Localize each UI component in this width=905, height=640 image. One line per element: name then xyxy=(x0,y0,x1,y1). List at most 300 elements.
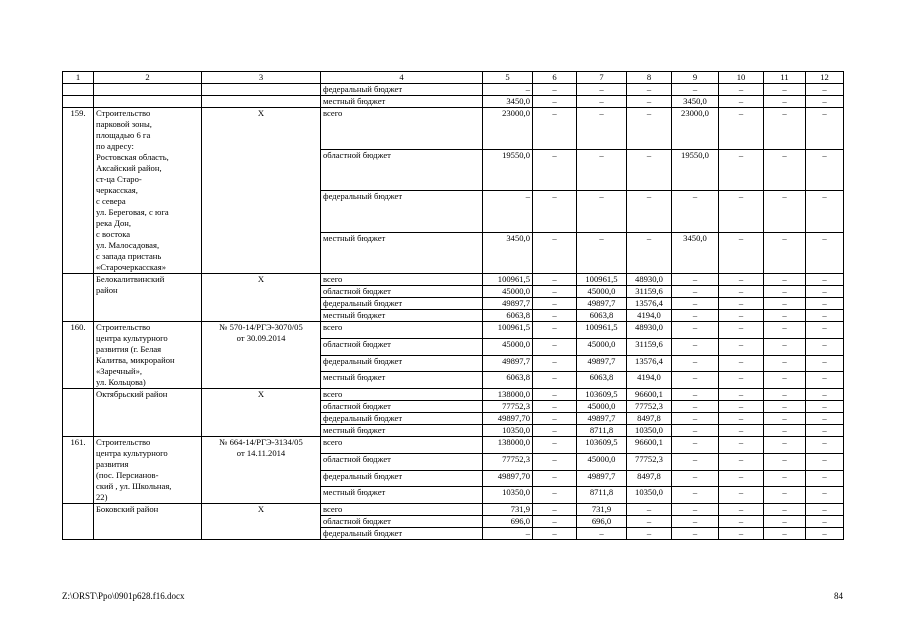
value-cell: – xyxy=(806,310,844,322)
cell-line: развития (г. Белая xyxy=(96,344,162,354)
value-cell: – xyxy=(719,108,764,150)
value-cell: – xyxy=(672,425,719,437)
value-cell: – xyxy=(533,322,577,339)
value-cell: 45000,0 xyxy=(577,401,627,413)
source-label: областной бюджет xyxy=(321,149,483,191)
cell-line: Строительство xyxy=(96,108,151,118)
value-cell: – xyxy=(806,338,844,355)
value-cell: – xyxy=(806,504,844,516)
value-cell: 3450,0 xyxy=(672,232,719,274)
value-cell: – xyxy=(719,470,764,487)
value-cell: – xyxy=(672,487,719,504)
source-label: всего xyxy=(321,437,483,454)
value-cell: 23000,0 xyxy=(672,108,719,150)
cell-line: развития xyxy=(96,459,129,469)
source-label: областной бюджет xyxy=(321,401,483,413)
value-cell: – xyxy=(672,286,719,298)
cell-line: с запада пристань xyxy=(96,251,162,261)
value-cell: – xyxy=(806,437,844,454)
value-cell: – xyxy=(764,84,806,96)
value-cell: – xyxy=(672,516,719,528)
value-cell: – xyxy=(806,274,844,286)
value-cell: – xyxy=(533,274,577,286)
item-number xyxy=(63,504,94,540)
approval-doc: Х xyxy=(202,389,321,437)
object-name xyxy=(94,108,202,274)
value-cell: – xyxy=(719,389,764,401)
value-cell: – xyxy=(806,355,844,372)
value-cell: – xyxy=(719,274,764,286)
value-cell: 49897,7 xyxy=(577,470,627,487)
value-cell: 6063,8 xyxy=(483,372,533,389)
value-cell: 3450,0 xyxy=(483,232,533,274)
value-cell: – xyxy=(627,96,672,108)
cell-line: (пос. Персианов- xyxy=(96,470,159,480)
value-cell: – xyxy=(764,108,806,150)
value-cell: 49897,7 xyxy=(577,355,627,372)
source-label: всего xyxy=(321,389,483,401)
value-cell: – xyxy=(764,310,806,322)
cell-line: № 664-14/РГЭ-3134/05 xyxy=(219,437,303,447)
value-cell: – xyxy=(533,310,577,322)
value-cell: 13576,4 xyxy=(627,355,672,372)
cell-line: по адресу: xyxy=(96,141,134,151)
cell-line: черкасская, xyxy=(96,185,138,195)
value-cell: – xyxy=(719,322,764,339)
value-cell: – xyxy=(764,96,806,108)
value-cell: 96600,1 xyxy=(627,437,672,454)
value-cell: – xyxy=(627,191,672,233)
value-cell: 6063,8 xyxy=(577,310,627,322)
column-header: 3 xyxy=(202,72,321,84)
value-cell: 49897,7 xyxy=(483,298,533,310)
value-cell: – xyxy=(533,191,577,233)
column-header: 7 xyxy=(577,72,627,84)
value-cell: 8711,8 xyxy=(577,425,627,437)
value-cell: – xyxy=(672,298,719,310)
source-label: местный бюджет xyxy=(321,232,483,274)
source-label: местный бюджет xyxy=(321,310,483,322)
empty-cell xyxy=(94,84,202,96)
value-cell: – xyxy=(764,453,806,470)
value-cell: – xyxy=(672,437,719,454)
value-cell: – xyxy=(672,413,719,425)
cell-line: «Заречный», xyxy=(96,366,143,376)
source-label: федеральный бюджет xyxy=(321,470,483,487)
value-cell: 13576,4 xyxy=(627,298,672,310)
approval-doc: Х xyxy=(202,504,321,540)
value-cell: – xyxy=(806,232,844,274)
value-cell: 138000,0 xyxy=(483,389,533,401)
source-label: областной бюджет xyxy=(321,286,483,298)
cell-line: 22) xyxy=(96,492,108,502)
value-cell: – xyxy=(672,338,719,355)
value-cell: – xyxy=(764,286,806,298)
budget-table xyxy=(62,71,844,540)
cell-line: ский , ул. Школьная, xyxy=(96,481,172,491)
table-row xyxy=(63,322,844,339)
item-number xyxy=(63,389,94,437)
item-number xyxy=(63,274,94,322)
value-cell: – xyxy=(719,84,764,96)
value-cell: – xyxy=(577,191,627,233)
value-cell: – xyxy=(577,149,627,191)
cell-line: район xyxy=(96,285,118,295)
source-label: всего xyxy=(321,322,483,339)
value-cell: 138000,0 xyxy=(483,437,533,454)
cell-line: ул. Малосадовая, xyxy=(96,240,160,250)
source-label: федеральный бюджет xyxy=(321,413,483,425)
value-cell: – xyxy=(806,453,844,470)
value-cell: – xyxy=(577,528,627,540)
value-cell: 3450,0 xyxy=(483,96,533,108)
value-cell: – xyxy=(719,310,764,322)
column-header: 10 xyxy=(719,72,764,84)
value-cell: – xyxy=(806,413,844,425)
value-cell: – xyxy=(719,191,764,233)
value-cell: – xyxy=(764,528,806,540)
source-label: федеральный бюджет xyxy=(321,191,483,233)
value-cell: – xyxy=(764,191,806,233)
value-cell: 3450,0 xyxy=(672,96,719,108)
cell-line: Строительство xyxy=(96,437,151,447)
value-cell: – xyxy=(577,232,627,274)
value-cell: 10350,0 xyxy=(627,425,672,437)
object-name xyxy=(94,274,202,322)
value-cell: – xyxy=(533,84,577,96)
column-header: 8 xyxy=(627,72,672,84)
value-cell: – xyxy=(533,232,577,274)
value-cell: 8497,8 xyxy=(627,413,672,425)
value-cell: – xyxy=(719,355,764,372)
value-cell: 49897,7 xyxy=(483,355,533,372)
source-label: областной бюджет xyxy=(321,453,483,470)
value-cell: – xyxy=(672,389,719,401)
value-cell: – xyxy=(672,470,719,487)
value-cell: 8497,8 xyxy=(627,470,672,487)
footer-file-path: Z:\ORST\Ppo\0901p628.f16.docx xyxy=(62,591,185,601)
cell-line: Калитва, микрорайон xyxy=(96,355,175,365)
value-cell: – xyxy=(719,338,764,355)
empty-cell xyxy=(94,96,202,108)
value-cell: 48930,0 xyxy=(627,274,672,286)
value-cell: – xyxy=(533,149,577,191)
value-cell: – xyxy=(806,108,844,150)
value-cell: – xyxy=(764,274,806,286)
cell-line: № 570-14/РГЭ-3070/05 xyxy=(219,322,303,332)
value-cell: 100961,5 xyxy=(577,274,627,286)
cell-line: ул. Береговая, с юга xyxy=(96,207,169,217)
source-label: областной бюджет xyxy=(321,516,483,528)
cell-line: Белокалитвинский xyxy=(96,274,165,284)
value-cell: 49897,7 xyxy=(577,413,627,425)
value-cell: – xyxy=(577,96,627,108)
value-cell: – xyxy=(533,108,577,150)
value-cell: – xyxy=(764,470,806,487)
value-cell: – xyxy=(719,298,764,310)
value-cell: – xyxy=(533,528,577,540)
value-cell: – xyxy=(764,389,806,401)
value-cell: – xyxy=(719,413,764,425)
cell-line: Аксайский район, xyxy=(96,163,162,173)
value-cell: 48930,0 xyxy=(627,322,672,339)
cell-line: от 14.11.2014 xyxy=(236,448,286,458)
value-cell: – xyxy=(764,355,806,372)
source-label: местный бюджет xyxy=(321,96,483,108)
value-cell: – xyxy=(806,487,844,504)
source-label: местный бюджет xyxy=(321,372,483,389)
value-cell: – xyxy=(533,96,577,108)
object-name xyxy=(94,437,202,504)
value-cell: – xyxy=(672,372,719,389)
source-label: всего xyxy=(321,504,483,516)
value-cell: – xyxy=(764,487,806,504)
value-cell: – xyxy=(672,310,719,322)
value-cell: – xyxy=(533,372,577,389)
value-cell: 731,9 xyxy=(483,504,533,516)
value-cell: – xyxy=(719,487,764,504)
cell-line: река Дон, xyxy=(96,218,132,228)
value-cell: 731,9 xyxy=(577,504,627,516)
value-cell: – xyxy=(806,191,844,233)
value-cell: – xyxy=(806,516,844,528)
value-cell: 100961,5 xyxy=(483,322,533,339)
value-cell: – xyxy=(533,470,577,487)
column-header: 2 xyxy=(94,72,202,84)
value-cell: – xyxy=(672,191,719,233)
cell-line: с севера xyxy=(96,196,126,206)
value-cell: – xyxy=(719,437,764,454)
value-cell: – xyxy=(806,470,844,487)
value-cell: – xyxy=(483,191,533,233)
value-cell: – xyxy=(719,96,764,108)
value-cell: 10350,0 xyxy=(483,425,533,437)
value-cell: 6063,8 xyxy=(483,310,533,322)
value-cell: 49897,70 xyxy=(483,413,533,425)
value-cell: – xyxy=(764,413,806,425)
value-cell: – xyxy=(764,401,806,413)
value-cell: 45000,0 xyxy=(577,286,627,298)
source-label: федеральный бюджет xyxy=(321,298,483,310)
value-cell: – xyxy=(672,528,719,540)
value-cell: 100961,5 xyxy=(483,274,533,286)
value-cell: – xyxy=(533,298,577,310)
value-cell: – xyxy=(577,84,627,96)
value-cell: – xyxy=(806,149,844,191)
value-cell: – xyxy=(719,232,764,274)
value-cell: 31159,6 xyxy=(627,338,672,355)
source-label: местный бюджет xyxy=(321,487,483,504)
column-header: 12 xyxy=(806,72,844,84)
value-cell: – xyxy=(719,401,764,413)
value-cell: – xyxy=(764,298,806,310)
cell-line: парковой зоны, xyxy=(96,119,152,129)
value-cell: – xyxy=(533,437,577,454)
object-name xyxy=(94,389,202,437)
value-cell: 100961,5 xyxy=(577,322,627,339)
value-cell: – xyxy=(806,372,844,389)
value-cell: – xyxy=(533,487,577,504)
approval-doc: Х xyxy=(202,274,321,322)
source-label: областной бюджет xyxy=(321,338,483,355)
value-cell: – xyxy=(719,453,764,470)
value-cell: – xyxy=(533,338,577,355)
table-row xyxy=(63,96,844,108)
value-cell: – xyxy=(806,401,844,413)
cell-line: Ростовская область, xyxy=(96,152,169,162)
value-cell: – xyxy=(719,149,764,191)
empty-cell xyxy=(63,96,94,108)
object-name xyxy=(94,322,202,389)
value-cell: – xyxy=(719,528,764,540)
table-row xyxy=(63,389,844,401)
value-cell: – xyxy=(719,286,764,298)
table-row xyxy=(63,437,844,454)
item-number: 160. xyxy=(63,322,94,389)
value-cell: 19550,0 xyxy=(672,149,719,191)
value-cell: – xyxy=(719,504,764,516)
source-label: федеральный бюджет xyxy=(321,84,483,96)
value-cell: – xyxy=(764,504,806,516)
value-cell: 8711,8 xyxy=(577,487,627,504)
column-header: 9 xyxy=(672,72,719,84)
value-cell: – xyxy=(719,516,764,528)
value-cell: 696,0 xyxy=(577,516,627,528)
approval-doc xyxy=(202,437,321,504)
column-header: 4 xyxy=(321,72,483,84)
value-cell: – xyxy=(764,425,806,437)
value-cell: – xyxy=(806,298,844,310)
value-cell: 31159,6 xyxy=(627,286,672,298)
cell-line: «Старочеркасская» xyxy=(96,262,166,272)
value-cell: 49897,70 xyxy=(483,470,533,487)
cell-line: Строительство xyxy=(96,322,151,332)
value-cell: – xyxy=(627,528,672,540)
cell-line: Боковский район xyxy=(96,504,159,514)
value-cell: – xyxy=(627,504,672,516)
table-row xyxy=(63,504,844,516)
value-cell: 45000,0 xyxy=(577,338,627,355)
value-cell: – xyxy=(806,425,844,437)
value-cell: – xyxy=(719,372,764,389)
value-cell: – xyxy=(533,425,577,437)
value-cell: 77752,3 xyxy=(627,453,672,470)
approval-doc: Х xyxy=(202,108,321,274)
value-cell: – xyxy=(533,413,577,425)
value-cell: – xyxy=(533,504,577,516)
column-header: 5 xyxy=(483,72,533,84)
cell-line: ст-ца Старо- xyxy=(96,174,142,184)
footer-page-number: 84 xyxy=(834,591,843,601)
value-cell: 23000,0 xyxy=(483,108,533,150)
header-row xyxy=(63,72,844,84)
value-cell: 77752,3 xyxy=(483,453,533,470)
value-cell: 4194,0 xyxy=(627,372,672,389)
source-label: всего xyxy=(321,108,483,150)
value-cell: 77752,3 xyxy=(627,401,672,413)
value-cell: – xyxy=(764,372,806,389)
value-cell: 10350,0 xyxy=(627,487,672,504)
cell-line: от 30.09.2014 xyxy=(236,333,286,343)
value-cell: 96600,1 xyxy=(627,389,672,401)
table-row xyxy=(63,108,844,150)
empty-cell xyxy=(63,84,94,96)
value-cell: 10350,0 xyxy=(483,487,533,504)
source-label: всего xyxy=(321,274,483,286)
value-cell: – xyxy=(806,286,844,298)
value-cell: – xyxy=(533,401,577,413)
value-cell: 45000,0 xyxy=(483,338,533,355)
column-header: 11 xyxy=(764,72,806,84)
value-cell: – xyxy=(627,232,672,274)
column-header: 6 xyxy=(533,72,577,84)
value-cell: – xyxy=(764,516,806,528)
value-cell: – xyxy=(627,84,672,96)
value-cell: – xyxy=(627,108,672,150)
cell-line: площадью 6 га xyxy=(96,130,151,140)
value-cell: – xyxy=(483,84,533,96)
item-number: 159. xyxy=(63,108,94,274)
cell-line: с востока xyxy=(96,229,131,239)
value-cell: 77752,3 xyxy=(483,401,533,413)
value-cell: – xyxy=(806,389,844,401)
value-cell: – xyxy=(806,528,844,540)
empty-cell xyxy=(202,96,321,108)
value-cell: – xyxy=(764,322,806,339)
value-cell: – xyxy=(672,504,719,516)
value-cell: 45000,0 xyxy=(577,453,627,470)
source-label: федеральный бюджет xyxy=(321,528,483,540)
value-cell: – xyxy=(533,516,577,528)
value-cell: 49897,7 xyxy=(577,298,627,310)
source-label: местный бюджет xyxy=(321,425,483,437)
cell-line: центра культурного xyxy=(96,333,168,343)
value-cell: 103609,5 xyxy=(577,437,627,454)
value-cell: – xyxy=(672,84,719,96)
approval-doc xyxy=(202,322,321,389)
item-number: 161. xyxy=(63,437,94,504)
cell-line: центра культурного xyxy=(96,448,168,458)
value-cell: – xyxy=(764,338,806,355)
value-cell: – xyxy=(533,355,577,372)
value-cell: – xyxy=(672,401,719,413)
cell-line: Октябрьский район xyxy=(96,389,168,399)
value-cell: – xyxy=(577,108,627,150)
value-cell: – xyxy=(672,453,719,470)
value-cell: – xyxy=(764,437,806,454)
value-cell: – xyxy=(672,355,719,372)
value-cell: – xyxy=(764,232,806,274)
table-row xyxy=(63,84,844,96)
value-cell: 4194,0 xyxy=(627,310,672,322)
value-cell: – xyxy=(672,274,719,286)
value-cell: – xyxy=(806,322,844,339)
value-cell: – xyxy=(806,84,844,96)
column-header: 1 xyxy=(63,72,94,84)
value-cell: – xyxy=(483,528,533,540)
value-cell: 19550,0 xyxy=(483,149,533,191)
cell-line: ул. Кольцова) xyxy=(96,377,146,387)
value-cell: – xyxy=(672,322,719,339)
value-cell: – xyxy=(533,389,577,401)
value-cell: 6063,8 xyxy=(577,372,627,389)
value-cell: 45000,0 xyxy=(483,286,533,298)
value-cell: – xyxy=(627,149,672,191)
value-cell: – xyxy=(627,516,672,528)
table-row xyxy=(63,274,844,286)
value-cell: – xyxy=(806,96,844,108)
value-cell: 696,0 xyxy=(483,516,533,528)
